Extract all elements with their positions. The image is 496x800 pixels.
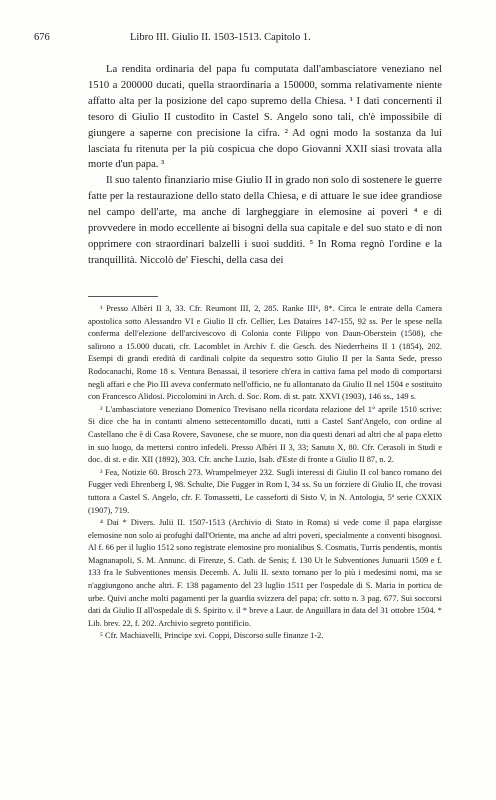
footnote: ⁵ Cfr. Machiavelli, Principe xvi. Coppi, Discorso sulle finanze 1-2. bbox=[100, 631, 324, 641]
running-head-title: Libro III. Giulio II. 1503-1513. Capitolo 1. bbox=[130, 32, 311, 43]
page-number: 676 bbox=[34, 32, 50, 43]
footnote-divider bbox=[88, 296, 158, 297]
footnote: ¹ Presso Albèri II 3, 33. Cfr. Reumont III, 2, 285. Ranke III⁶, 8*. Circa le entrate della Camera apostolica sotto Alessandro VI e Giulio II cfr. Cellier, Les Dataires 147-155, 92 ss. Per le spese nella conferma dell'elezione dell'arcivescovo di Colonia conte Filippo von Daun-Oberstein (1508), che salirono a 15.000 ducati, cfr. Lacomblet in Archiv f. die Gesch. des Niederrheins II 1 (1854), 202. Esempi di grandi eredità di cardinali colpite da sequestro sotto Giulio II per la Santa Sede, presso Rodocanachi, Rome 18 s. Ventura Benassai, il tesoriere ch'era in cattiva fama pel modo di comportarsi negli affari e che Pio III aveva confermato nell'officio, ne fu allontanato da Giulio II nel 1504 e sostituito con Francesco Alidosi. Piccolomini in Arch. d. Soc. Rom. di st. patr. XXVI (1903), 146 ss., 149 s. bbox=[88, 304, 442, 402]
footnote: ⁴ Dai * Divers. Julii II. 1507-1513 (Archivio di Stato in Roma) si vede come il papa elargisse elemosine non solo ai profughi dall'Oriente, ma anche ad altri poveri, specialmente a conventi bisognosi. Al f. 66 per il luglio 1512 sono registrate elemosine pro monialibus S. Cosmatis, Turris pendentis, montis Magnanapoli, S. M. Annunc. di Firenze, S. Cath. de Senis; f. 130 Ut le Subventiones Junuarii 1509 e f. 133 fra le Subventiones mensis Decemb. A. Julii II. sexto tornano per lo più i medesimi nomi, ma se n'aggiungono anche altri. F. 138 pagamento del 23 luglio 1511 per l'ospedale di S. Maria in porticu de urbe. Quivi anche molti pagamenti per la guardia svizzera del papa; cfr. sotto n. 3 pag. 677. Sui soccorsi dati da Giulio II all'ospedale di S. Spirito v. il * breve a Laur. de Anguillara in data del 31 ottobre 1504. * Lib. brev. 22, f. 202. Archivio segreto pontificio. bbox=[88, 518, 442, 628]
main-text bbox=[88, 62, 442, 269]
body-paragraph: Il suo talento finanziario mise Giulio II in grado non solo di sostenere le guerre fatte per la restaurazione dello stato della Chiesa, e di attuare le sue idee grandiose nel campo dell'arte, ma anche di largheggiare in elemosine ai poveri ⁴ e di provvedere in modo eccellente ai bisogni della sua capitale e del suo stato e di non opprimere con straordinari balzelli i suoi sudditi. ⁵ In Roma regnò l'ordine e la tranquillità. Niccolò de' Fieschi, della casa dei bbox=[88, 175, 442, 266]
body-paragraph: La rendita ordinaria del papa fu computata dall'ambasciatore veneziano nel 1510 a 200000 ducati, quella straordinaria a 150000, somma relativamente niente affatto alta per la posizione del capo supremo della Chiesa. ¹ I dati concernenti il tesoro di Giulio II custodito in Castel S. Angelo sono tali, ch'è impossibile di giungere a saperne con precisione la cifra. ² Ad ogni modo la sostanza da lui lasciata fu ritenuta per la più cospicua che dopo Giovanni XXII siasi trovata alla morte d'un papa. ³ bbox=[88, 64, 442, 171]
footnote: ² L'ambasciatore veneziano Domenico Trevisano nella ricordata relazione del 1° aprile 1510 scrive: Si dice che ha in contanti almeno settecentomillo ducati, tutti a Castel Sant'Angelo, con ordine al Castellano che è di Casa Rovere, Savonese, che se muore, non dia questi denari ad altri che al papa eletto in suo luogo, da mettersi contro infedeli. Presso Albèri II 3, 33; Sanuto X, 80. Cfr. Cerasoli in Studi e doc. di st. e dir. XII (1892), 303. Cfr. anche Luzio, Isab. d'Este di fronte a Giulio II 87, n. 2. bbox=[88, 404, 442, 465]
footnote: ³ Fea, Notizie 60. Brosch 273. Wrampelmeyer 232. Sugli interessi di Giulio II col banco romano dei Fugger vedi Ehrenberg I, 98. Schulte, Die Fugger in Rom I, 34 ss. Su un forziere di Giulio II, che trovasi tuttora a Castel S. Angelo, cfr. F. Tomassetti, Le casseforti di Sisto V, in N. Antologia, 5ª serie CXXIX (1907), 719. bbox=[88, 467, 442, 515]
footnotes bbox=[88, 303, 442, 643]
running-head bbox=[34, 31, 466, 45]
